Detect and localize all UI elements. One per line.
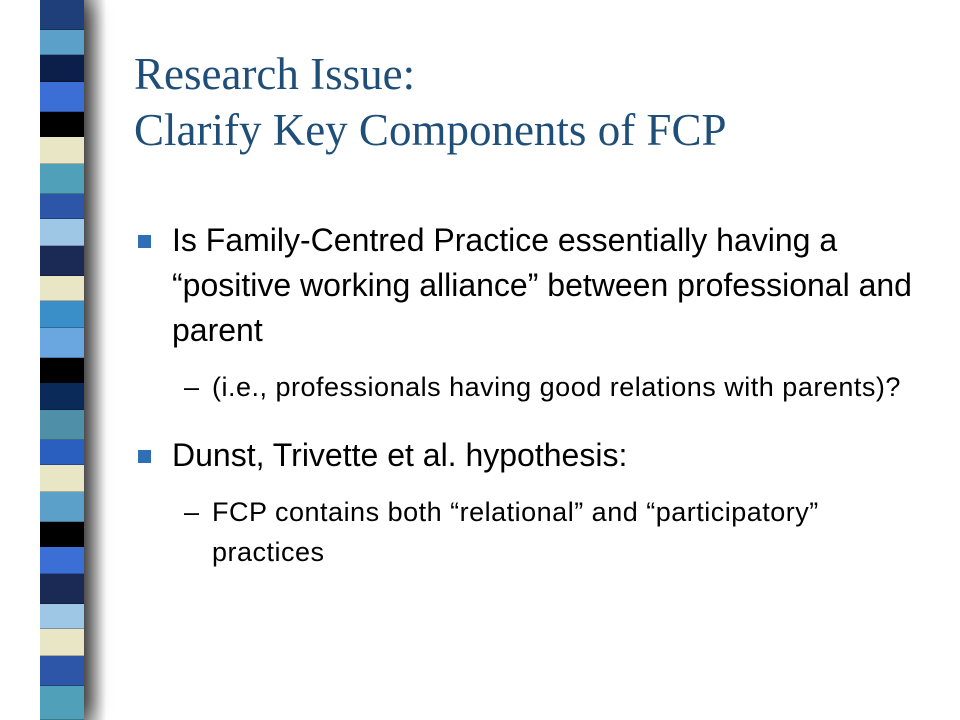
- bullet-item: [134, 433, 914, 478]
- stripe-block: [40, 383, 84, 410]
- stripe-block: [40, 656, 84, 686]
- stripe-block: [40, 440, 84, 465]
- bullet-item: [134, 218, 914, 353]
- slide-title: [134, 46, 934, 158]
- stripe-block: [40, 629, 84, 656]
- stripe-block: [40, 0, 84, 30]
- stripe-block: [40, 574, 84, 604]
- stripe-block: [40, 604, 84, 629]
- sub-bullet-text: FCP contains both “relational” and “participatory” practices: [212, 497, 819, 567]
- stripe-block: [40, 164, 84, 194]
- title-line-2: Clarify Key Components of FCP: [134, 105, 727, 155]
- stripe-block: [40, 55, 84, 82]
- stripe-block: [40, 194, 84, 219]
- square-bullet-icon: [138, 235, 151, 248]
- sub-bullet-text: (i.e., professionals having good relations with parents)?: [212, 372, 901, 402]
- sub-bullet-item: [134, 492, 914, 572]
- stripe-block: [40, 410, 84, 440]
- stripe-block: [40, 358, 84, 383]
- stripe-block: [40, 219, 84, 246]
- stripe-shadow: [84, 0, 106, 720]
- bullet-text: Dunst, Trivette et al. hypothesis:: [172, 437, 628, 473]
- stripe-block: [40, 30, 84, 55]
- decorative-stripe: [40, 0, 84, 720]
- dash-bullet-icon: –: [184, 372, 200, 402]
- stripe-block: [40, 301, 84, 328]
- stripe-block: [40, 686, 84, 720]
- stripe-block: [40, 465, 84, 492]
- stripe-block: [40, 522, 84, 547]
- slide-body: [134, 218, 914, 586]
- stripe-block: [40, 276, 84, 301]
- dash-bullet-icon: –: [184, 497, 200, 527]
- bullet-text: Is Family-Centred Practice essentially having a “positive working alliance” between professional and parent: [172, 222, 912, 348]
- square-bullet-icon: [138, 450, 151, 463]
- stripe-block: [40, 547, 84, 574]
- stripe-block: [40, 137, 84, 164]
- stripe-block: [40, 82, 84, 112]
- stripe-block: [40, 246, 84, 276]
- stripe-block: [40, 328, 84, 358]
- sub-bullet-item: [134, 367, 914, 407]
- stripe-block: [40, 492, 84, 522]
- title-line-1: Research Issue:: [134, 49, 416, 99]
- stripe-block: [40, 112, 84, 137]
